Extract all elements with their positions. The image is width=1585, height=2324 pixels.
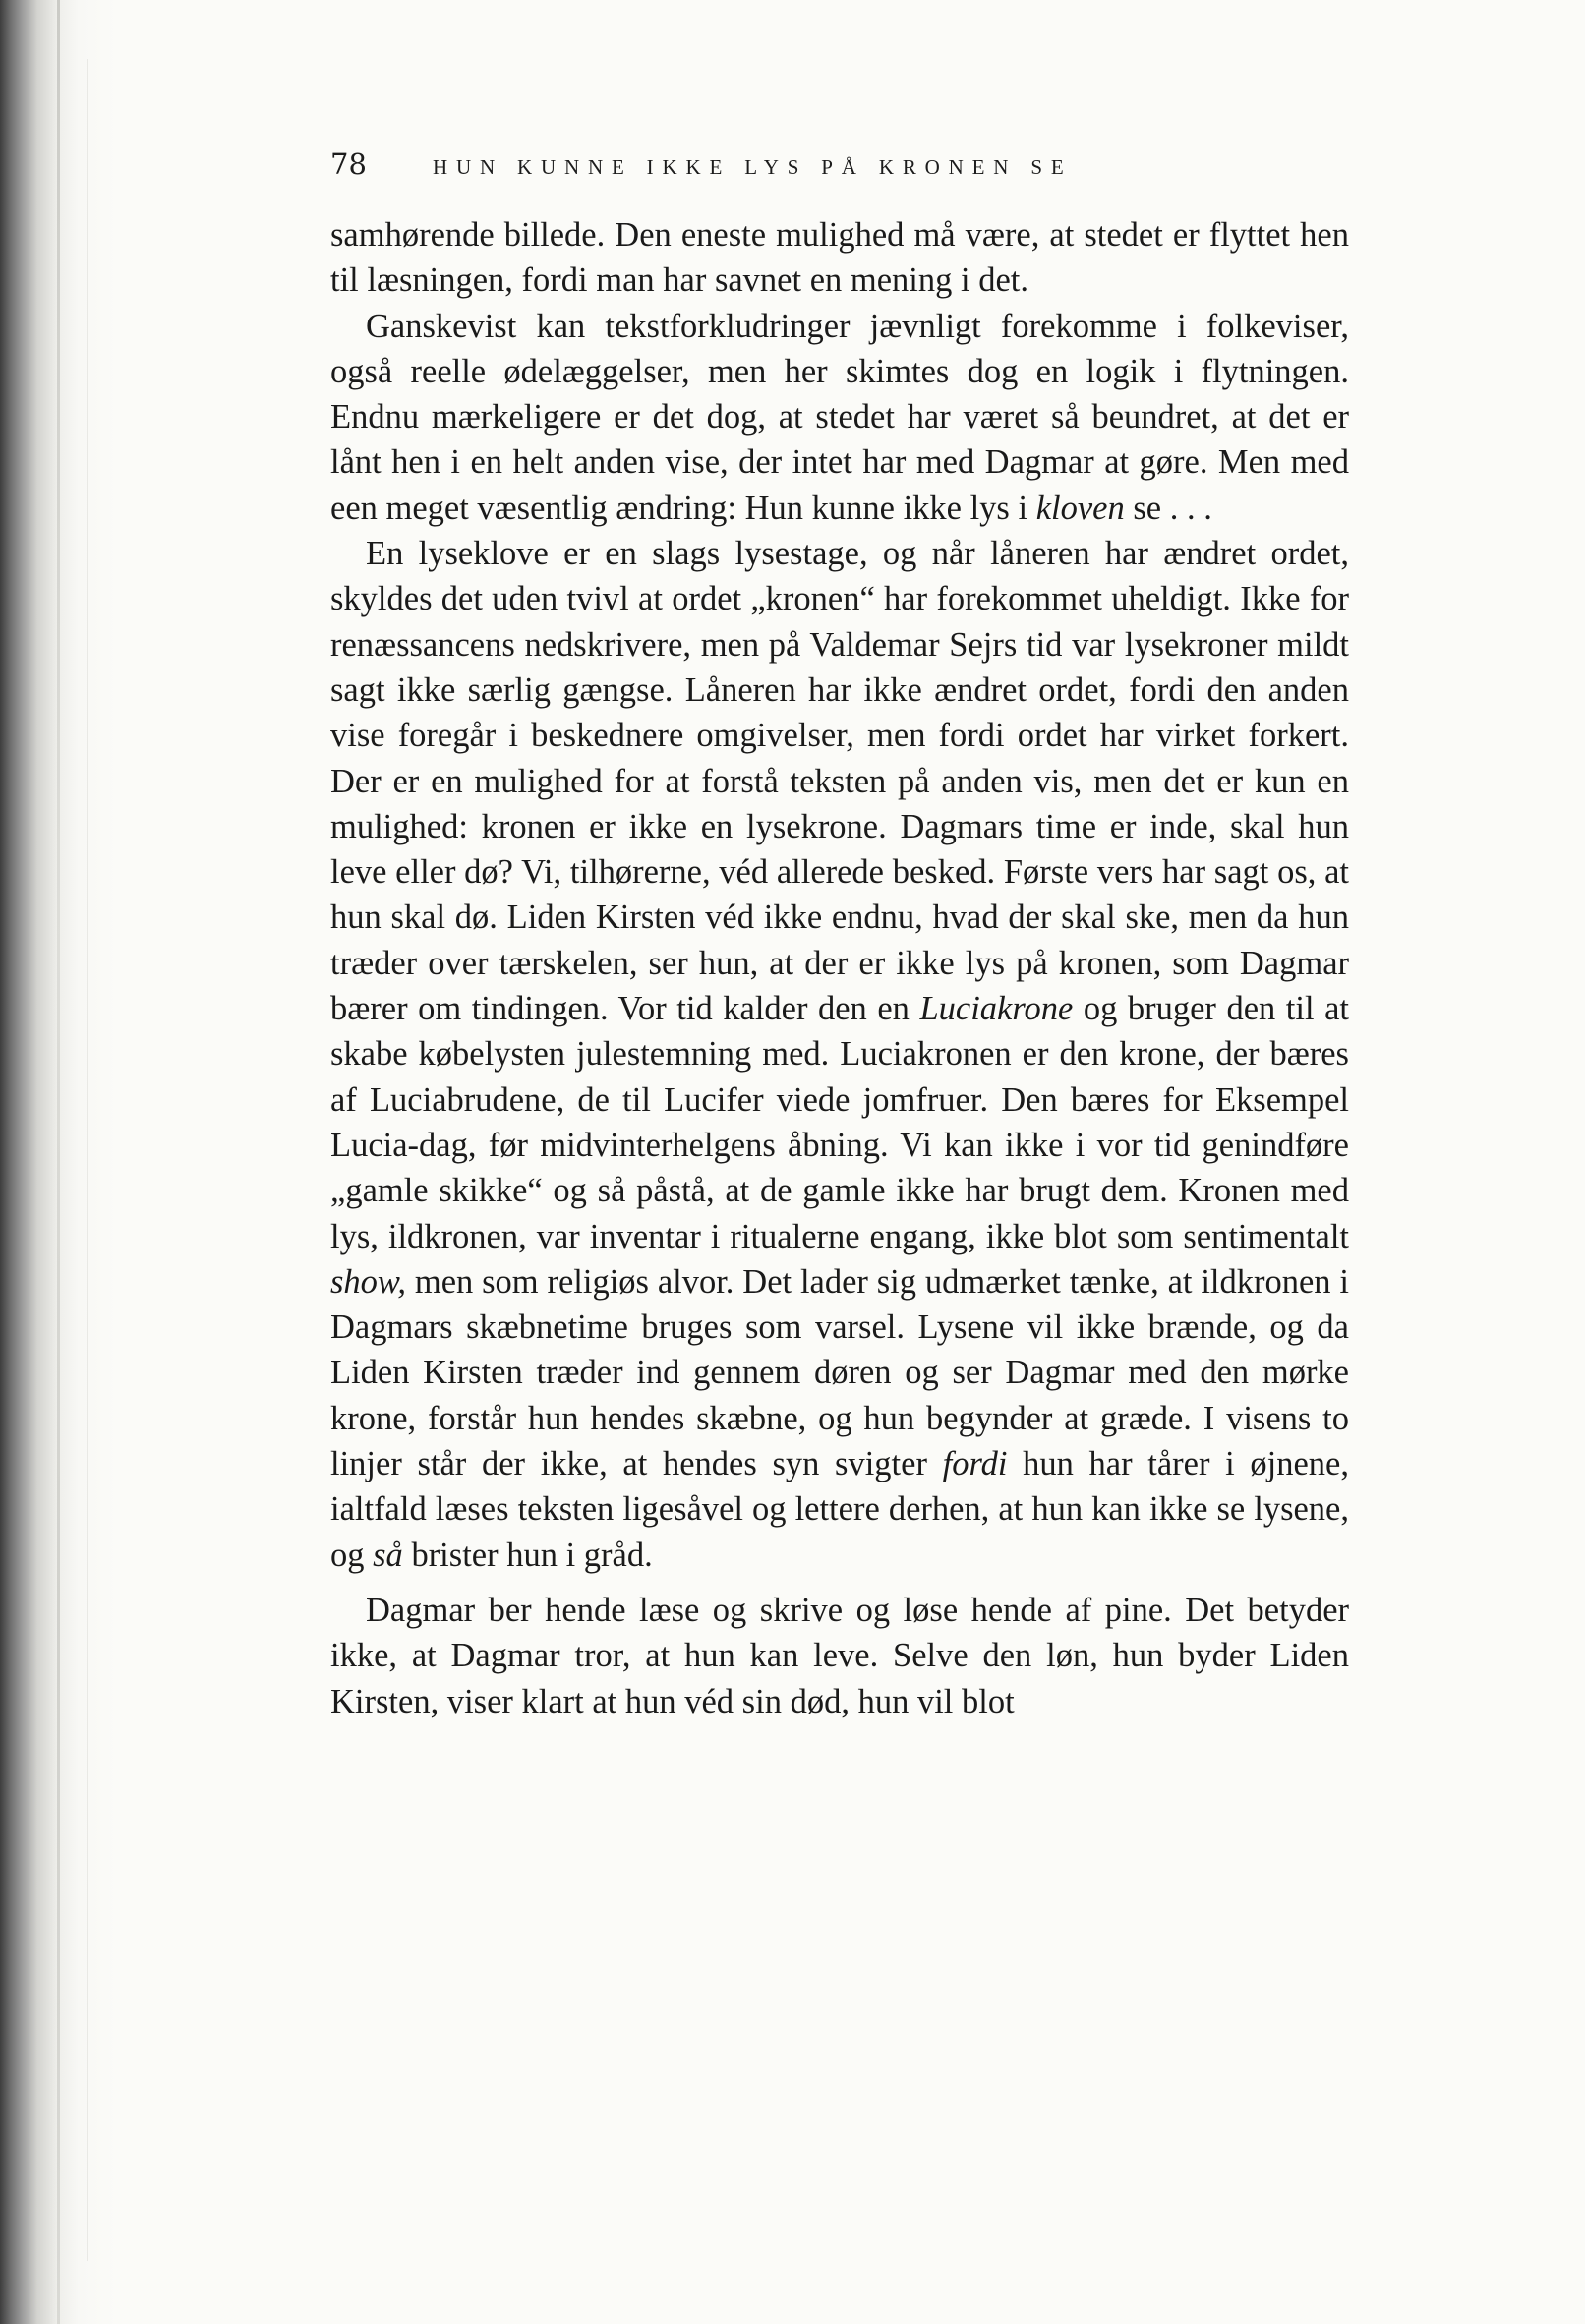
italic-text: fordi <box>942 1445 1008 1483</box>
running-head-title: HUN KUNNE IKKE LYS PÅ KRONEN SE <box>433 155 1073 179</box>
text-run: hun har tårer i øjnene, ialtfald læses teksten ligesåvel og lettere derhen, at hun kan ikke se lysene, og <box>330 1445 1349 1574</box>
page-number: 78 <box>330 147 367 181</box>
paragraph <box>330 1588 1349 1724</box>
paragraph <box>330 212 1349 304</box>
text-run: men som religiøs alvor. Det lader sig udmærket tænke, at ildkronen i Dagmars skæbnetime bruges som varsel. Lysene vil ikke brænde, og da Liden Kirsten træder ind gennem døren og ser Dagmar med den mørke krone, forstår hun hendes skæbne, og hun begynder at græde. I visens to linjer står der ikke, at hendes syn svigter <box>330 1262 1349 1483</box>
text-run: og bruger den til at skabe købelysten julestemning med. Luciakronen er den krone, der bæres af Luciabrudene, de til Lucifer viede jomfruer. Den bæres for Eksempel Lucia-dag, før midvinterhelgens åbning. Vi kan ikke i vor tid genindføre „gamle skikke“ og så påstå, at de gamle ikke har brugt dem. Kronen med lys, ildkronen, var inventar i ritualerne engang, ikke blot som sentimentalt <box>330 990 1349 1255</box>
italic-text: Luciakrone <box>919 990 1074 1028</box>
text-run: Dagmar ber hende læse og skrive og løse hende af pine. Det betyder ikke, at Dagmar tror, at hun kan leve. Selve den løn, hun byder Liden Kirsten, viser klart at hun véd sin død, hun vil blot <box>330 1591 1349 1720</box>
italic-text: kloven <box>1035 489 1125 527</box>
text-run: samhørende billede. Den eneste mulighed må være, at stedet er flyttet hen til læsningen, fordi man har savnet en mening i det. <box>330 216 1349 300</box>
running-head <box>330 147 1349 195</box>
book-page <box>330 147 1349 1724</box>
italic-text: så <box>373 1536 403 1574</box>
body-text <box>330 212 1349 1724</box>
paragraph <box>330 531 1349 1578</box>
page-edge-inner <box>87 59 88 2261</box>
text-run: Ganskevist kan tekstforkludringer jævnligt forekomme i folkeviser, også reelle ødelæggelser, men her skimtes dog en logik i flytningen. Endnu mærkeligere er det dog, at stedet har været så beundret, at det er lånt hen i en helt anden vise, der intet har med Dagmar at gøre. Men med een meget væsentlig ændring: Hun kunne ikke lys i <box>330 307 1349 527</box>
page-edge <box>57 0 60 2324</box>
italic-text: show, <box>330 1262 407 1301</box>
text-run: se . . . <box>1124 489 1212 527</box>
paragraph <box>330 304 1349 531</box>
book-binding-shadow <box>0 0 138 2324</box>
text-run: En lyseklove er en slags lysestage, og når låneren har ændret ordet, skyldes det uden tvivl at ordet „kronen“ har forekommet uheldigt. Ikke for renæssancens nedskrivere, men på Valdemar Sejrs tid var lysekroner mildt sagt ikke særlig gængse. Låneren har ikke ændret ordet, fordi den anden vise foregår i beskednere omgivelser, men fordi ordet har virket forkert. Der er en mulighed for at forstå teksten på anden vis, men det er kun en mulighed: kronen er ikke en lysekrone. Dagmars time er inde, skal hun leve eller dø? Vi, tilhørerne, véd allerede besked. Første vers har sagt os, at hun skal dø. Liden Kirsten véd ikke endnu, hvad der skal ske, men da hun træder over tærskelen, ser hun, at der er ikke lys på kronen, som Dagmar bærer om tindingen. Vor tid kalder den en <box>330 535 1349 1028</box>
text-run: brister hun i gråd. <box>402 1536 653 1574</box>
